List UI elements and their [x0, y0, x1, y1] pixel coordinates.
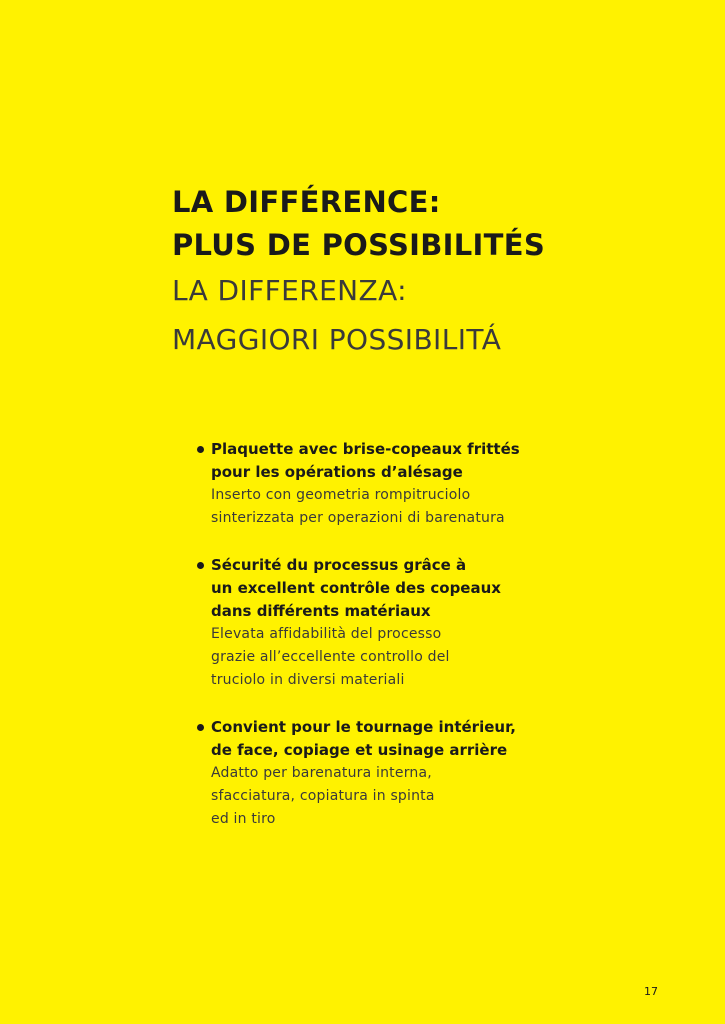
list-item-it: Elevata affidabilità del processo grazie all’eccellente controllo del truciolo in diversi materiali: [211, 626, 450, 688]
list-item-fr: Sécurité du processus grâce à un excellent contrôle des copeaux dans différents matériaux: [211, 556, 501, 620]
bullet-icon: [197, 446, 204, 453]
list-item-fr: Convient pour le tournage intérieur, de face, copiage et usinage arrière: [211, 718, 516, 759]
list-item: [196, 716, 556, 831]
page-number: 17: [644, 985, 658, 998]
title-fr-line-1: LA DIFFÉRENCE:: [172, 185, 441, 219]
bullet-icon: [197, 724, 204, 731]
title-fr-line-2: PLUS DE POSSIBILITÉS: [172, 228, 546, 262]
list-item-it: Inserto con geometria rompitruciolo sinterizzata per operazioni di barenatura: [211, 487, 505, 526]
title-it-line-1: LA DIFFERENZA:: [172, 274, 407, 307]
list-item: [196, 554, 556, 692]
list-item-fr: Plaquette avec brise-copeaux frittés pour les opérations d’alésage: [211, 440, 520, 481]
page-title: [172, 181, 545, 365]
list-item: [196, 438, 556, 530]
list-item-it: Adatto per barenatura interna, sfacciatura, copiatura in spinta ed in tiro: [211, 765, 435, 827]
title-it-line-2: MAGGIORI POSSIBILITÁ: [172, 323, 502, 356]
bullet-icon: [197, 562, 204, 569]
feature-list: [196, 438, 556, 831]
